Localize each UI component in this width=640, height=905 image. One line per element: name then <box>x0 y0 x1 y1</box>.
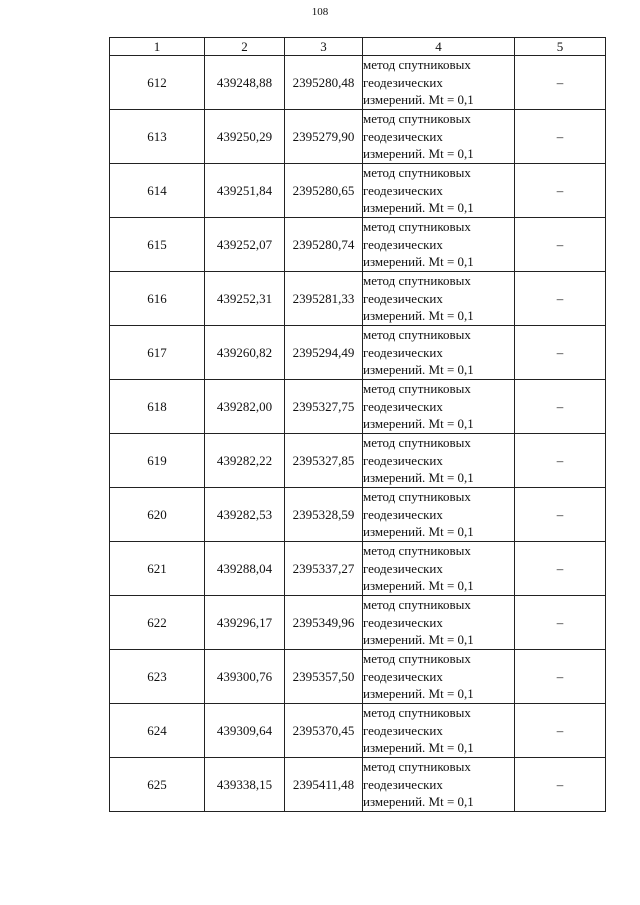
method-line-2: геодезических <box>363 506 443 522</box>
column-5-value: – <box>515 704 606 758</box>
coordinate-x: 439300,76 <box>205 650 285 704</box>
method-description <box>363 326 515 380</box>
method-line-2: геодезических <box>363 290 443 306</box>
method-line-3: измерений. Mt = 0,1 <box>363 146 474 162</box>
table-row <box>110 704 606 758</box>
method-description <box>363 272 515 326</box>
method-line-1: метод спутниковых <box>363 327 471 343</box>
method-line-1: метод спутниковых <box>363 111 471 127</box>
method-line-3: измерений. Mt = 0,1 <box>363 362 474 378</box>
column-header-4: 4 <box>363 38 515 56</box>
table-row <box>110 56 606 110</box>
method-line-1: метод спутниковых <box>363 381 471 397</box>
method-line-3: измерений. Mt = 0,1 <box>363 632 474 648</box>
method-line-3: измерений. Mt = 0,1 <box>363 308 474 324</box>
method-description <box>363 380 515 434</box>
point-number: 617 <box>110 326 205 380</box>
method-line-2: геодезических <box>363 128 443 144</box>
column-5-value: – <box>515 596 606 650</box>
coordinate-y: 2395337,27 <box>285 542 363 596</box>
coordinate-x: 439252,31 <box>205 272 285 326</box>
table-row <box>110 272 606 326</box>
method-description <box>363 218 515 272</box>
column-5-value: – <box>515 488 606 542</box>
coordinate-x: 439282,53 <box>205 488 285 542</box>
method-line-3: измерений. Mt = 0,1 <box>363 794 474 810</box>
table-row <box>110 380 606 434</box>
point-number: 614 <box>110 164 205 218</box>
coordinate-y: 2395280,74 <box>285 218 363 272</box>
method-line-3: измерений. Mt = 0,1 <box>363 470 474 486</box>
column-5-value: – <box>515 434 606 488</box>
method-description <box>363 110 515 164</box>
method-description <box>363 650 515 704</box>
coordinate-x: 439282,22 <box>205 434 285 488</box>
method-line-3: измерений. Mt = 0,1 <box>363 686 474 702</box>
table-row <box>110 434 606 488</box>
coordinate-y: 2395328,59 <box>285 488 363 542</box>
method-line-2: геодезических <box>363 776 443 792</box>
point-number: 619 <box>110 434 205 488</box>
coordinate-y: 2395280,65 <box>285 164 363 218</box>
method-description <box>363 704 515 758</box>
page-number: 108 <box>311 6 329 18</box>
method-line-1: метод спутниковых <box>363 219 471 235</box>
point-number: 618 <box>110 380 205 434</box>
method-line-1: метод спутниковых <box>363 489 471 505</box>
method-line-1: метод спутниковых <box>363 543 471 559</box>
coordinate-y: 2395294,49 <box>285 326 363 380</box>
table-row <box>110 110 606 164</box>
method-description <box>363 164 515 218</box>
method-line-3: измерений. Mt = 0,1 <box>363 524 474 540</box>
method-line-1: метод спутниковых <box>363 435 471 451</box>
coordinate-y: 2395281,33 <box>285 272 363 326</box>
column-5-value: – <box>515 218 606 272</box>
coordinate-x: 439309,64 <box>205 704 285 758</box>
method-line-2: геодезических <box>363 398 443 414</box>
table-row <box>110 488 606 542</box>
coordinate-x: 439252,07 <box>205 218 285 272</box>
coordinate-y: 2395327,85 <box>285 434 363 488</box>
column-5-value: – <box>515 650 606 704</box>
coordinate-y: 2395280,48 <box>285 56 363 110</box>
column-5-value: – <box>515 380 606 434</box>
coordinate-x: 439338,15 <box>205 758 285 812</box>
table-header-row <box>110 38 606 56</box>
method-line-2: геодезических <box>363 74 443 90</box>
point-number: 616 <box>110 272 205 326</box>
coordinate-x: 439260,82 <box>205 326 285 380</box>
column-header-1: 1 <box>110 38 205 56</box>
point-number: 612 <box>110 56 205 110</box>
point-number: 622 <box>110 596 205 650</box>
table-row <box>110 758 606 812</box>
method-line-2: геодезических <box>363 668 443 684</box>
coordinates-table <box>109 37 606 812</box>
method-line-2: геодезических <box>363 344 443 360</box>
column-header-3: 3 <box>285 38 363 56</box>
method-line-1: метод спутниковых <box>363 165 471 181</box>
method-description <box>363 758 515 812</box>
table-row <box>110 326 606 380</box>
method-line-2: геодезических <box>363 236 443 252</box>
method-line-1: метод спутниковых <box>363 759 471 775</box>
method-line-2: геодезических <box>363 452 443 468</box>
method-description <box>363 434 515 488</box>
coordinate-y: 2395279,90 <box>285 110 363 164</box>
point-number: 623 <box>110 650 205 704</box>
column-5-value: – <box>515 272 606 326</box>
method-description <box>363 488 515 542</box>
coordinate-x: 439296,17 <box>205 596 285 650</box>
method-line-3: измерений. Mt = 0,1 <box>363 740 474 756</box>
point-number: 625 <box>110 758 205 812</box>
table-body <box>110 56 606 812</box>
table-row <box>110 596 606 650</box>
point-number: 621 <box>110 542 205 596</box>
method-line-1: метод спутниковых <box>363 651 471 667</box>
column-5-value: – <box>515 326 606 380</box>
column-5-value: – <box>515 164 606 218</box>
column-5-value: – <box>515 56 606 110</box>
method-line-3: измерений. Mt = 0,1 <box>363 254 474 270</box>
coordinate-x: 439250,29 <box>205 110 285 164</box>
table-row <box>110 542 606 596</box>
coordinate-y: 2395411,48 <box>285 758 363 812</box>
method-line-2: геодезических <box>363 722 443 738</box>
method-description <box>363 596 515 650</box>
method-line-3: измерений. Mt = 0,1 <box>363 416 474 432</box>
column-header-2: 2 <box>205 38 285 56</box>
point-number: 613 <box>110 110 205 164</box>
method-line-2: геодезических <box>363 614 443 630</box>
table-row <box>110 164 606 218</box>
table-row <box>110 218 606 272</box>
coordinate-x: 439282,00 <box>205 380 285 434</box>
coordinate-y: 2395327,75 <box>285 380 363 434</box>
method-description <box>363 542 515 596</box>
method-line-3: измерений. Mt = 0,1 <box>363 92 474 108</box>
table-row <box>110 650 606 704</box>
column-5-value: – <box>515 758 606 812</box>
method-line-3: измерений. Mt = 0,1 <box>363 578 474 594</box>
method-description <box>363 56 515 110</box>
method-line-3: измерений. Mt = 0,1 <box>363 200 474 216</box>
point-number: 620 <box>110 488 205 542</box>
method-line-1: метод спутниковых <box>363 273 471 289</box>
point-number: 615 <box>110 218 205 272</box>
column-5-value: – <box>515 110 606 164</box>
method-line-1: метод спутниковых <box>363 597 471 613</box>
coordinate-y: 2395357,50 <box>285 650 363 704</box>
column-header-5: 5 <box>515 38 606 56</box>
coordinate-x: 439251,84 <box>205 164 285 218</box>
method-line-1: метод спутниковых <box>363 705 471 721</box>
point-number: 624 <box>110 704 205 758</box>
column-5-value: – <box>515 542 606 596</box>
coordinate-y: 2395349,96 <box>285 596 363 650</box>
coordinate-x: 439288,04 <box>205 542 285 596</box>
coordinate-x: 439248,88 <box>205 56 285 110</box>
method-line-1: метод спутниковых <box>363 57 471 73</box>
method-line-2: геодезических <box>363 182 443 198</box>
coordinate-y: 2395370,45 <box>285 704 363 758</box>
method-line-2: геодезических <box>363 560 443 576</box>
